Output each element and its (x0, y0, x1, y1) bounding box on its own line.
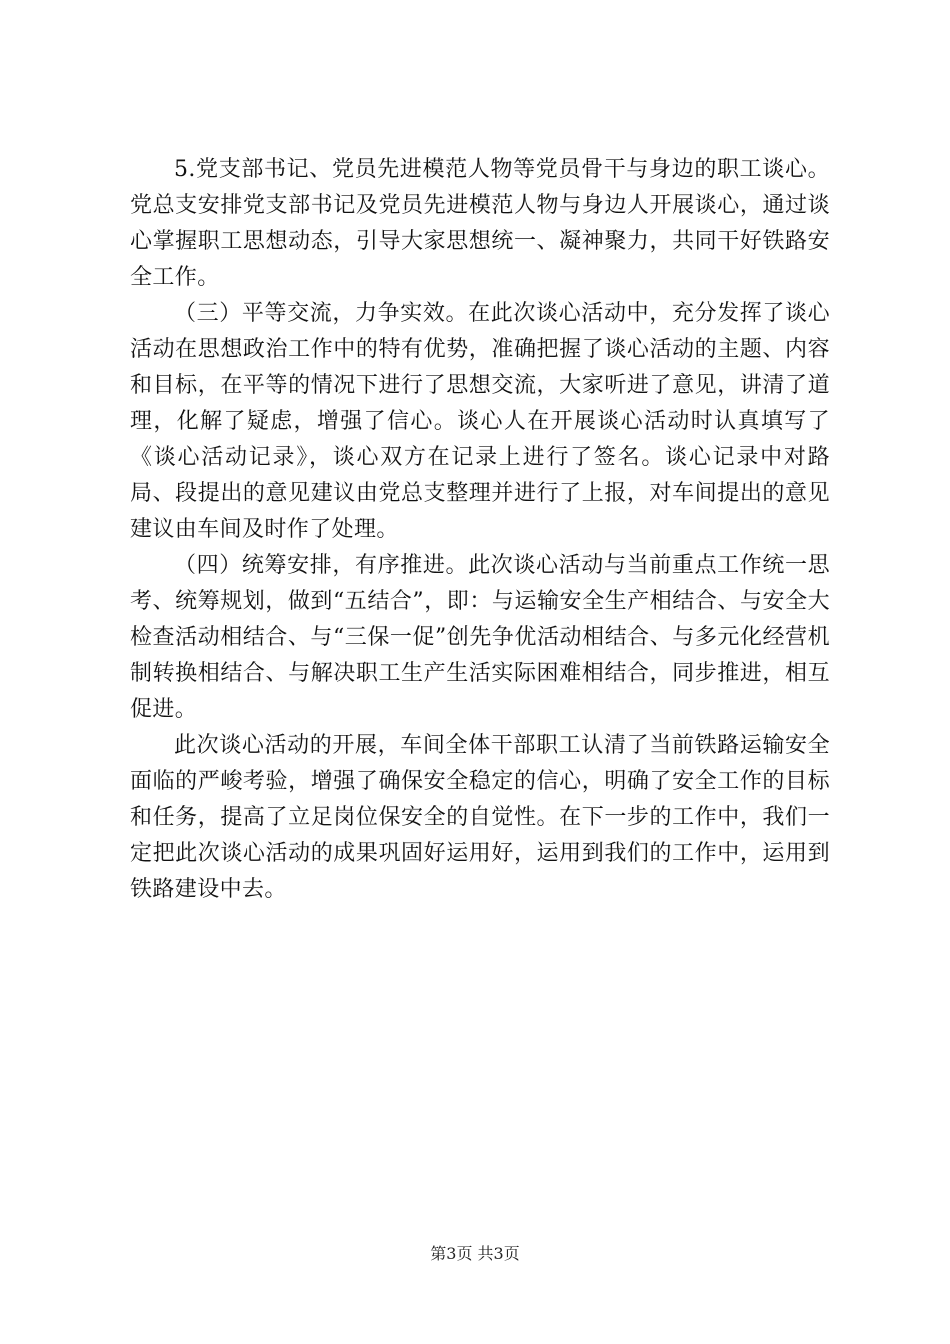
paragraph-equal-exchange: （三）平等交流，力争实效。在此次谈心活动中，充分发挥了谈心活动在思想政治工作中的特有优势，准确把握了谈心活动的主题、内容和目标，在平等的情况下进行了思想交流，大家听进了意见，讲清了道理，化解了疑虑，增强了信心。谈心人在开展谈心活动时认真填写了《谈心活动记录》，谈心双方在记录上进行了签名。谈心记录中对路局、段提出的意见建议由党总支整理并进行了上报，对车间提出的意见建议由车间及时作了处理。 (130, 301, 830, 542)
paragraph-party-secretary-talks: 5.党支部书记、党员先进模范人物等党员骨干与身边的职工谈心。党总支安排党支部书记及党员先进模范人物与身边人开展谈心，通过谈心掌握职工思想动态，引导大家思想统一、凝神聚力，共同干好铁路安全工作。 (130, 157, 830, 290)
paragraph-conclusion: 此次谈心活动的开展，车间全体干部职工认清了当前铁路运输安全面临的严峻考验，增强了确保安全稳定的信心，明确了安全工作的目标和任务，提高了立足岗位保安全的自觉性。在下一步的工作中，我们一定把此次谈心活动的成果巩固好运用好，运用到我们的工作中，运用到铁路建设中去。 (130, 733, 830, 902)
page-number-footer: 第3页 共3页 (430, 1244, 520, 1263)
paragraph-overall-arrangement: （四）统筹安排，有序推进。此次谈心活动与当前重点工作统一思考、统筹规划，做到“五结合”，即：与运输安全生产相结合、与安全大检查活动相结合、与“三保一促”创先争优活动相结合、与多元化经营机制转换相结合、与解决职工生产生活实际困难相结合，同步推进，相互促进。 (130, 553, 830, 722)
document-body (130, 152, 830, 908)
